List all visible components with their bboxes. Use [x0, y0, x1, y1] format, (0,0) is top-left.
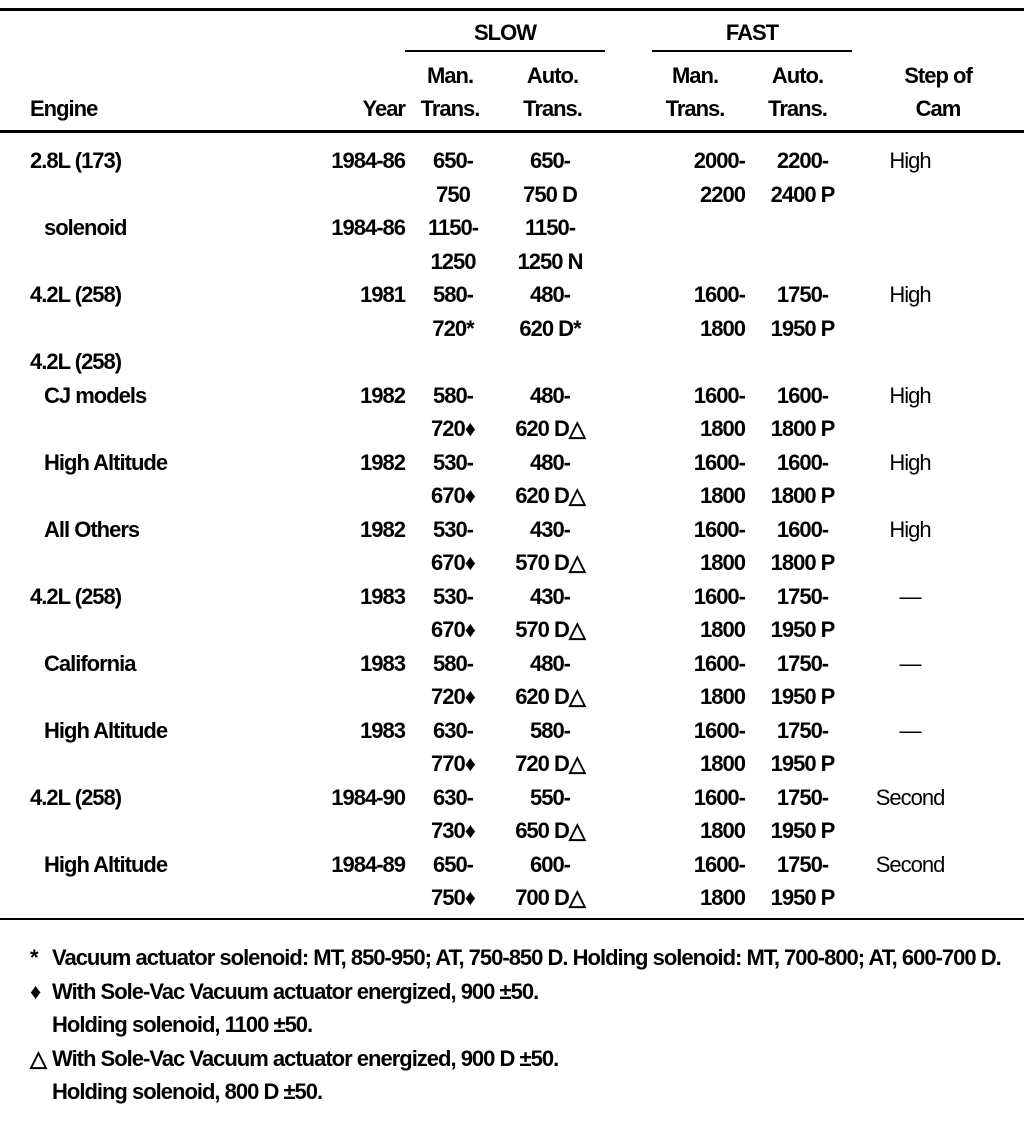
footnote-symbol: *	[30, 945, 38, 970]
cell-engine: High Altitude	[44, 851, 168, 877]
cell-year: 1982	[360, 382, 405, 408]
cell-fast-man: 1600- 1800	[693, 382, 745, 441]
cell-slow-man: 580- 720♦	[431, 650, 475, 709]
cell-engine: solenoid	[44, 215, 127, 240]
footnote	[30, 1042, 1020, 1109]
cell-step: High	[889, 516, 931, 542]
cell-slow-man: 650- 750♦	[431, 851, 475, 910]
fast-rule	[652, 50, 852, 52]
cell-year: 1984-89	[331, 851, 405, 877]
cell-engine: 2.8L (173)	[30, 148, 122, 173]
cell-engine: High Altitude	[44, 717, 168, 743]
cell-step: High	[889, 148, 931, 173]
footnote-text: Vacuum actuator solenoid: MT, 850-950; AT, 750-850 D. Holding solenoid: MT, 700-800; AT, 600-700 D.	[52, 945, 1001, 970]
header-year: Year	[362, 96, 405, 121]
header-rule	[0, 130, 1024, 133]
cell-fast-auto: 1600- 1800 P	[770, 516, 835, 575]
header-slow-man: Man. Trans.	[420, 63, 480, 121]
header-step: Step of Cam	[904, 63, 972, 121]
table-row	[0, 848, 1024, 915]
table-row	[0, 278, 1024, 345]
cell-fast-man: 1600- 1800	[693, 449, 745, 508]
cell-engine: CJ models	[44, 382, 147, 408]
cell-step: High	[889, 449, 931, 475]
footnote	[30, 941, 1020, 975]
cell-slow-man: 630- 770♦	[431, 717, 475, 776]
cell-fast-man: 1600- 1800	[693, 851, 745, 910]
cell-slow-man: 580- 720*	[432, 282, 474, 341]
footnote-symbol: △	[30, 1045, 46, 1071]
cell-fast-auto: 1750- 1950 P	[770, 282, 835, 341]
table-row	[0, 211, 1024, 278]
header-slow: SLOW	[474, 20, 536, 45]
cell-fast-man	[605, 211, 755, 278]
cell-step: High	[889, 382, 931, 408]
cell-slow-auto: 650- 750 D	[523, 148, 577, 207]
cell-slow-auto: 480- 620 D△	[515, 449, 585, 508]
cell-slow-auto: 600- 700 D△	[515, 851, 585, 910]
cell-slow-auto: 580- 720 D△	[515, 717, 585, 776]
cell-slow-auto	[495, 345, 605, 379]
cell-year: 1984-86	[331, 148, 405, 173]
cell-fast-auto	[755, 211, 850, 278]
cell-step: —	[899, 717, 921, 743]
cell-slow-man	[405, 345, 495, 379]
cell-step: High	[889, 282, 931, 307]
cell-engine: 4.2L (258)	[30, 583, 122, 609]
cell-engine: 4.2L (258)	[30, 349, 122, 374]
footnote-symbol: ♦	[30, 978, 41, 1004]
cell-fast-man: 1600- 1800	[693, 717, 745, 776]
cell-fast-man: 1600- 1800	[693, 282, 745, 341]
header-fast-man: Man. Trans.	[665, 63, 725, 121]
cell-fast-auto: 2200- 2400 P	[770, 148, 835, 207]
table-row	[0, 781, 1024, 848]
cell-fast-man: 1600- 1800	[693, 516, 745, 575]
cell-step: Second	[875, 784, 945, 810]
table-row	[0, 513, 1024, 580]
cell-fast-auto: 1750- 1950 P	[770, 851, 835, 910]
cell-slow-man: 630- 730♦	[431, 784, 475, 843]
top-rule	[0, 8, 1024, 11]
footnotes	[30, 941, 1020, 1109]
cell-year: 1982	[360, 449, 405, 475]
header-fast-auto: Auto. Trans.	[768, 63, 827, 121]
header-fast: FAST	[725, 20, 779, 45]
cell-year: 1982	[360, 516, 405, 542]
table-row	[0, 580, 1024, 647]
footnote-text: With Sole-Vac Vacuum actuator energized, 900 D ±50. Holding solenoid, 800 D ±50.	[52, 1045, 559, 1104]
cell-year: 1983	[360, 717, 405, 743]
table-row	[0, 714, 1024, 781]
cell-engine: 4.2L (258)	[30, 784, 122, 810]
cell-step: —	[899, 583, 921, 609]
cell-step	[850, 345, 970, 379]
header-slow-auto: Auto. Trans.	[523, 63, 582, 121]
cell-fast-auto: 1600- 1800 P	[770, 382, 835, 441]
cell-engine: California	[44, 650, 136, 676]
cell-fast-auto: 1750- 1950 P	[770, 784, 835, 843]
cell-slow-man: 530- 670♦	[431, 449, 475, 508]
cell-fast-auto: 1600- 1800 P	[770, 449, 835, 508]
cell-step	[850, 211, 970, 278]
footnote	[30, 975, 1020, 1042]
table-body	[0, 144, 1024, 915]
cell-fast-man: 2000- 2200	[693, 148, 745, 207]
cell-fast-man	[605, 345, 755, 379]
slow-rule	[405, 50, 605, 52]
cell-year	[300, 345, 405, 379]
cell-slow-auto: 430- 570 D△	[515, 583, 585, 642]
cell-slow-man: 530- 670♦	[431, 516, 475, 575]
cell-year: 1984-86	[331, 215, 405, 240]
cell-fast-man: 1600- 1800	[693, 650, 745, 709]
cell-slow-auto: 550- 650 D△	[515, 784, 585, 843]
table-row	[0, 345, 1024, 379]
cell-slow-man: 650- 750	[432, 148, 474, 207]
cell-year: 1981	[360, 282, 405, 307]
cell-engine: High Altitude	[44, 449, 168, 475]
cell-step: Second	[875, 851, 945, 877]
cell-fast-man: 1600- 1800	[693, 784, 745, 843]
table-row	[0, 144, 1024, 211]
header-engine: Engine	[30, 96, 98, 121]
cell-step: —	[899, 650, 921, 676]
cell-slow-auto: 480- 620 D*	[519, 282, 581, 341]
cell-year: 1984-90	[331, 784, 405, 810]
cell-fast-man: 1600- 1800	[693, 583, 745, 642]
cell-slow-man: 580- 720♦	[431, 382, 475, 441]
cell-slow-man: 530- 670♦	[431, 583, 475, 642]
cell-fast-auto: 1750- 1950 P	[770, 583, 835, 642]
cell-slow-auto: 1150- 1250 N	[517, 215, 583, 274]
cell-year: 1983	[360, 583, 405, 609]
cell-slow-man: 1150- 1250	[427, 215, 479, 274]
cell-slow-auto: 480- 620 D△	[515, 650, 585, 709]
cell-year: 1983	[360, 650, 405, 676]
cell-engine: All Others	[44, 516, 140, 542]
bottom-rule	[0, 918, 1024, 920]
table-row	[0, 446, 1024, 513]
cell-engine: 4.2L (258)	[30, 282, 122, 307]
cell-slow-auto: 480- 620 D△	[515, 382, 585, 441]
table-row	[0, 379, 1024, 446]
table-row	[0, 647, 1024, 714]
cell-fast-auto: 1750- 1950 P	[770, 717, 835, 776]
cell-slow-auto: 430- 570 D△	[515, 516, 585, 575]
footnote-text: With Sole-Vac Vacuum actuator energized, 900 ±50. Holding solenoid, 1100 ±50.	[52, 978, 539, 1037]
cell-fast-auto: 1750- 1950 P	[770, 650, 835, 709]
cell-fast-auto	[755, 345, 850, 379]
